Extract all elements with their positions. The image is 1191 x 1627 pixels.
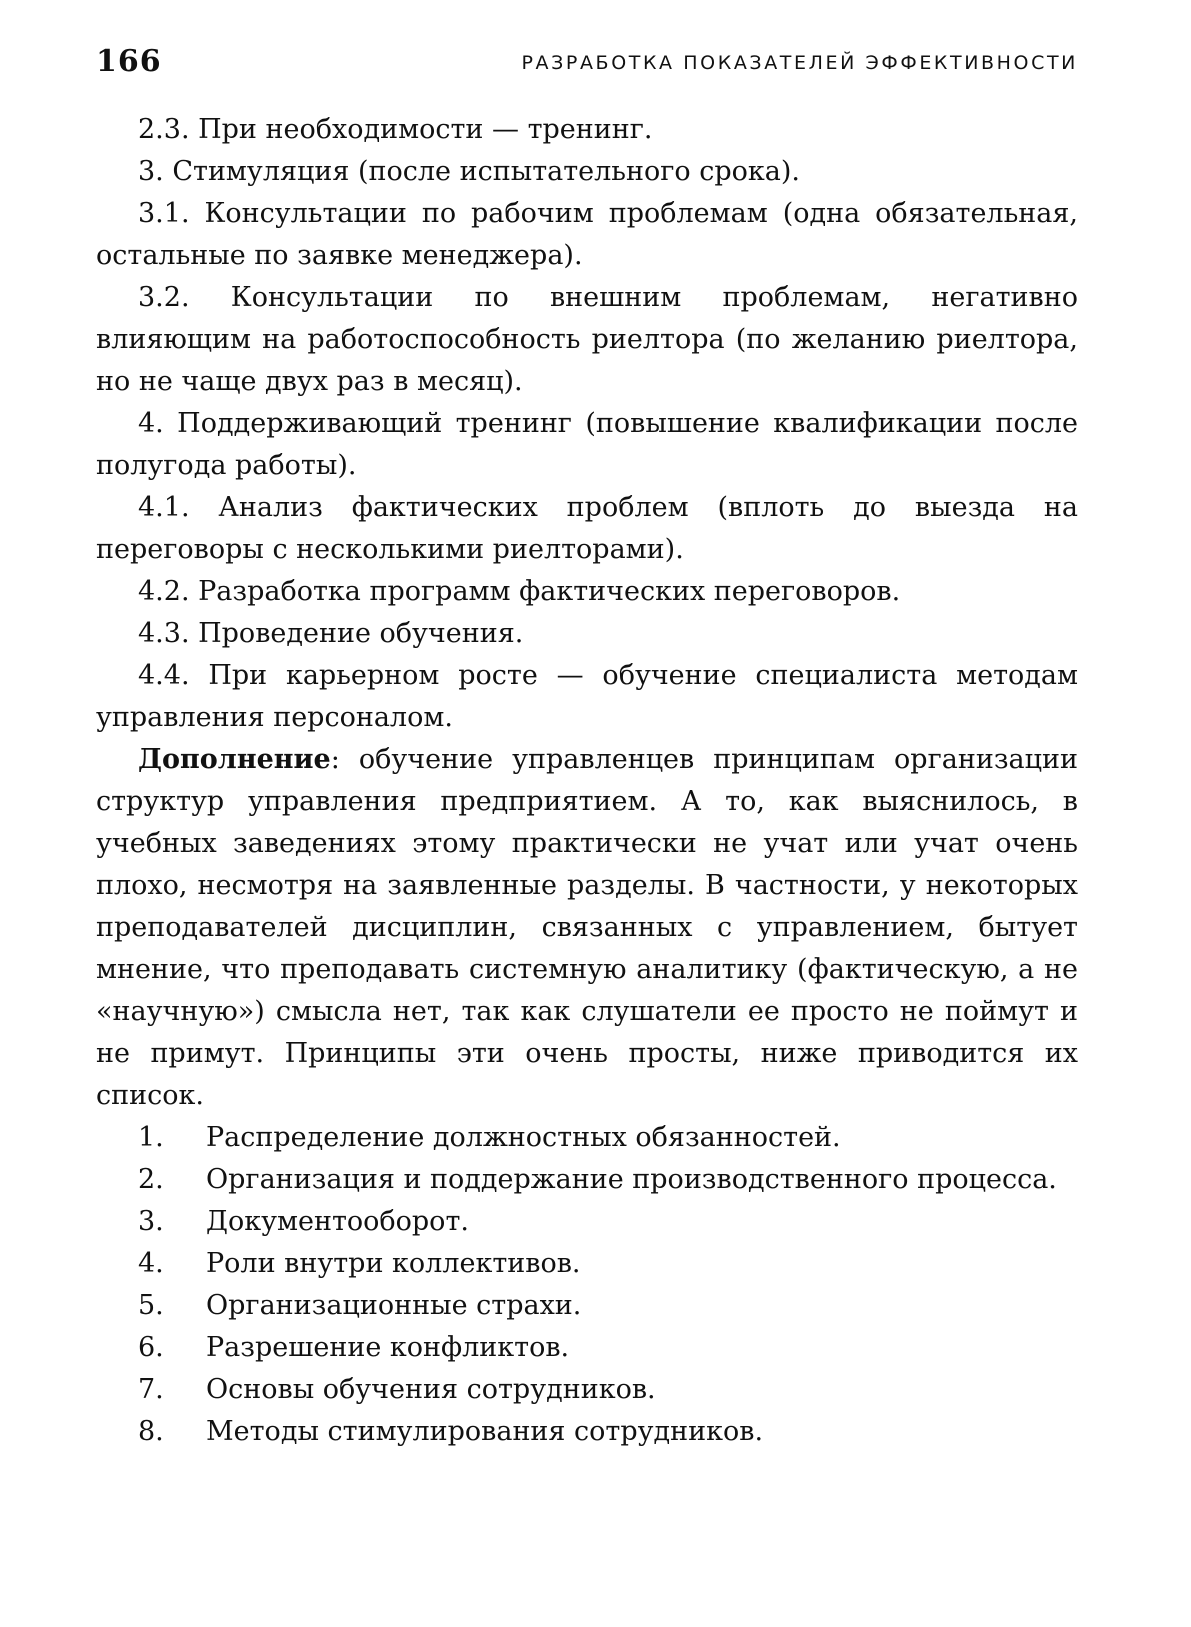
paragraph: 2.3. При необходимости — тренинг. (138, 114, 653, 145)
list-item-text: Роли внутри коллективов. (206, 1248, 581, 1279)
paragraph: 3. Стимуляция (после испытательного срока). (138, 156, 800, 187)
paragraph: 4. Поддерживающий тренинг (повышение квалификации после полугода работы). (96, 408, 1078, 481)
list-item-text: Основы обучения сотрудников. (206, 1374, 656, 1405)
paragraph: 4.1. Анализ фактических проблем (вплоть до выезда на переговоры с несколькими риелторами). (96, 492, 1078, 565)
supplement-term: Дополнение (138, 744, 331, 775)
list-item-text: Организационные страхи. (206, 1290, 582, 1321)
list-item-number: 5. (138, 1290, 164, 1321)
list-item-number: 7. (138, 1374, 164, 1405)
list-item (96, 1243, 1078, 1285)
list-item (96, 1411, 1078, 1453)
paragraph: 4.2. Разработка программ фактических переговоров. (138, 576, 901, 607)
list-item (96, 1285, 1078, 1327)
list-item-number: 2. (138, 1164, 164, 1195)
principles-list (96, 1117, 1078, 1453)
list-item-number: 6. (138, 1332, 164, 1363)
running-header (96, 44, 1078, 84)
paragraph: 4.3. Проведение обучения. (138, 618, 524, 649)
paragraph: 4.4. При карьерном росте — обучение специалиста методам управления персоналом. (96, 660, 1078, 733)
list-item-text: Распределение должностных обязанностей. (206, 1122, 841, 1153)
supplement-paragraph (96, 739, 1078, 1117)
page-number: 166 (96, 44, 162, 79)
paragraph: 3.1. Консультации по рабочим проблемам (одна обязательная, остальные по заявке менеджера). (96, 198, 1078, 271)
paragraph: 3.2. Консультации по внешним проблемам, негативно влияющим на работоспособность риелтора (по желанию риелтора, но не чаще двух раз в месяц). (96, 282, 1078, 397)
list-item-text: Разрешение конфликтов. (206, 1332, 570, 1363)
list-item-text: Организация и поддержание производственного процесса. (206, 1164, 1057, 1195)
list-item-number: 8. (138, 1416, 164, 1447)
list-item-number: 4. (138, 1248, 164, 1279)
list-item (96, 1117, 1078, 1159)
list-item-number: 3. (138, 1206, 164, 1237)
list-item (96, 1159, 1078, 1201)
body-text (96, 109, 1078, 1453)
list-item (96, 1201, 1078, 1243)
list-item (96, 1327, 1078, 1369)
list-item-text: Методы стимулирования сотрудников. (206, 1416, 764, 1447)
list-item-text: Документооборот. (206, 1206, 469, 1237)
supplement-text: : обучение управленцев принципам организации структур управления предприятием. А то, как выяснилось, в учебных заведениях этому практически не учат или учат очень плохо, несмотря на заявленные разделы. В частности, у некоторых преподавателей дисциплин, связанных с управлением, бытует мнение, что преподавать системную аналитику (фактическую, а не «научную») смысла нет, так как слушатели ее просто не поймут и не примут. Принципы эти очень просты, ниже приводится их список. (96, 744, 1078, 1111)
list-item (96, 1369, 1078, 1411)
list-item-number: 1. (138, 1122, 164, 1153)
running-title: РАЗРАБОТКА ПОКАЗАТЕЛЕЙ ЭФФЕКТИВНОСТИ (521, 52, 1078, 74)
